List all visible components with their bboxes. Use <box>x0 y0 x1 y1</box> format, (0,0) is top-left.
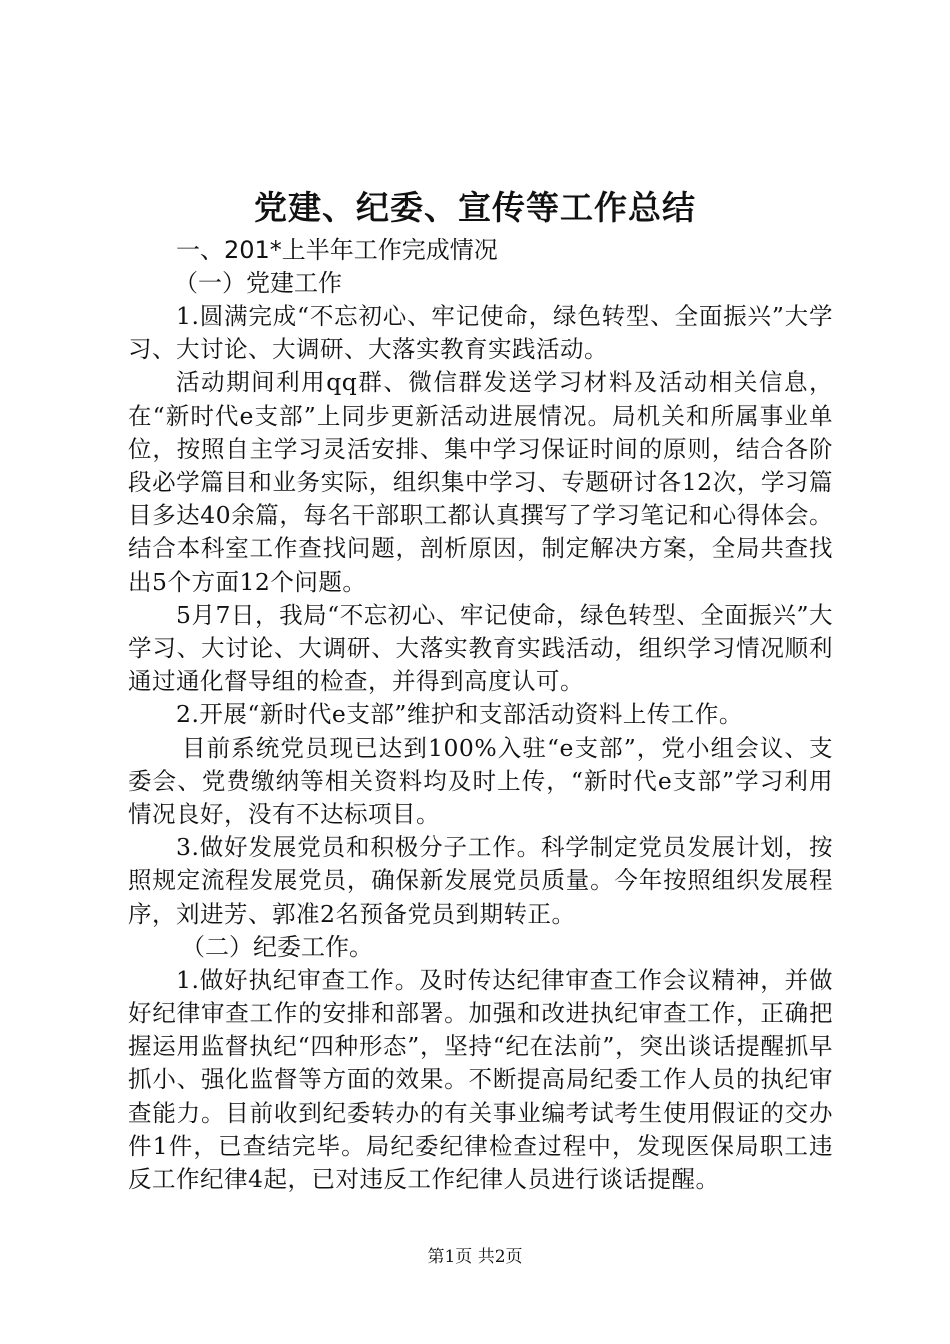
page-number: 第1页 共2页 <box>427 1247 523 1267</box>
paragraph: 3.做好发展党员和积极分子工作。科学制定党员发展计划，按照规定流程发展党员，确保新发展党员质量。今年按照组织发展程序，刘进芳、郭准2名预备党员到期转正。 <box>128 833 833 928</box>
subsection-heading-discipline: （二）纪委工作。 <box>181 932 373 961</box>
paragraph: 5月7日，我局“不忘初心、牢记使命，绿色转型、全面振兴”大学习、大讨论、大调研、大落实教育实践活动，组织学习情况顺利通过通化督导组的检查，并得到高度认可。 <box>128 600 833 696</box>
document-body <box>128 234 833 1196</box>
document-title: 党建、纪委、宣传等工作总结 <box>254 188 696 227</box>
paragraph: 2.开展“新时代e支部”维护和支部活动资料上传工作。 <box>176 700 743 729</box>
paragraph: 活动期间利用qq群、微信群发送学习材料及活动相关信息，在“新时代e支部”上同步更新活动进展情况。局机关和所属事业单位，按照自主学习灵活安排、集中学习保证时间的原则，结合各阶段必学篇目和业务实际，组织集中学习、专题研讨各12次，学习篇目多达40余篇，每名干部职工都认真撰写了学习笔记和心得体会。结合本科室工作查找问题，剖析原因，制定解决方案，全局共查找出5个方面12个问题。 <box>128 368 833 596</box>
paragraph: 1.做好执纪审查工作。及时传达纪律审查工作会议精神，并做好纪律审查工作的安排和部署。加强和改进执纪审查工作，正确把握运用监督执纪“四种形态”，坚持“纪在法前”，突出谈话提醒抓早抓小、强化监督等方面的效果。不断提高局纪委工作人员的执纪审查能力。目前收到纪委转办的有关事业编考试考生使用假证的交办件1件，已查结完毕。局纪委纪律检查过程中，发现医保局职工违反工作纪律4起，已对违反工作纪律人员进行谈话提醒。 <box>128 965 833 1194</box>
subsection-heading-party-building: （一）党建工作 <box>174 269 342 297</box>
paragraph: 目前系统党员现已达到100%入驻“e支部”，党小组会议、支委会、党费缴纳等相关资料均及时上传，“新时代e支部”学习利用情况良好，没有不达标项目。 <box>128 733 833 829</box>
section-heading-1: 一、201*上半年工作完成情况 <box>176 236 498 264</box>
paragraph: 1.圆满完成“不忘初心、牢记使命，绿色转型、全面振兴”大学习、大讨论、大调研、大落实教育实践活动。 <box>128 302 833 364</box>
